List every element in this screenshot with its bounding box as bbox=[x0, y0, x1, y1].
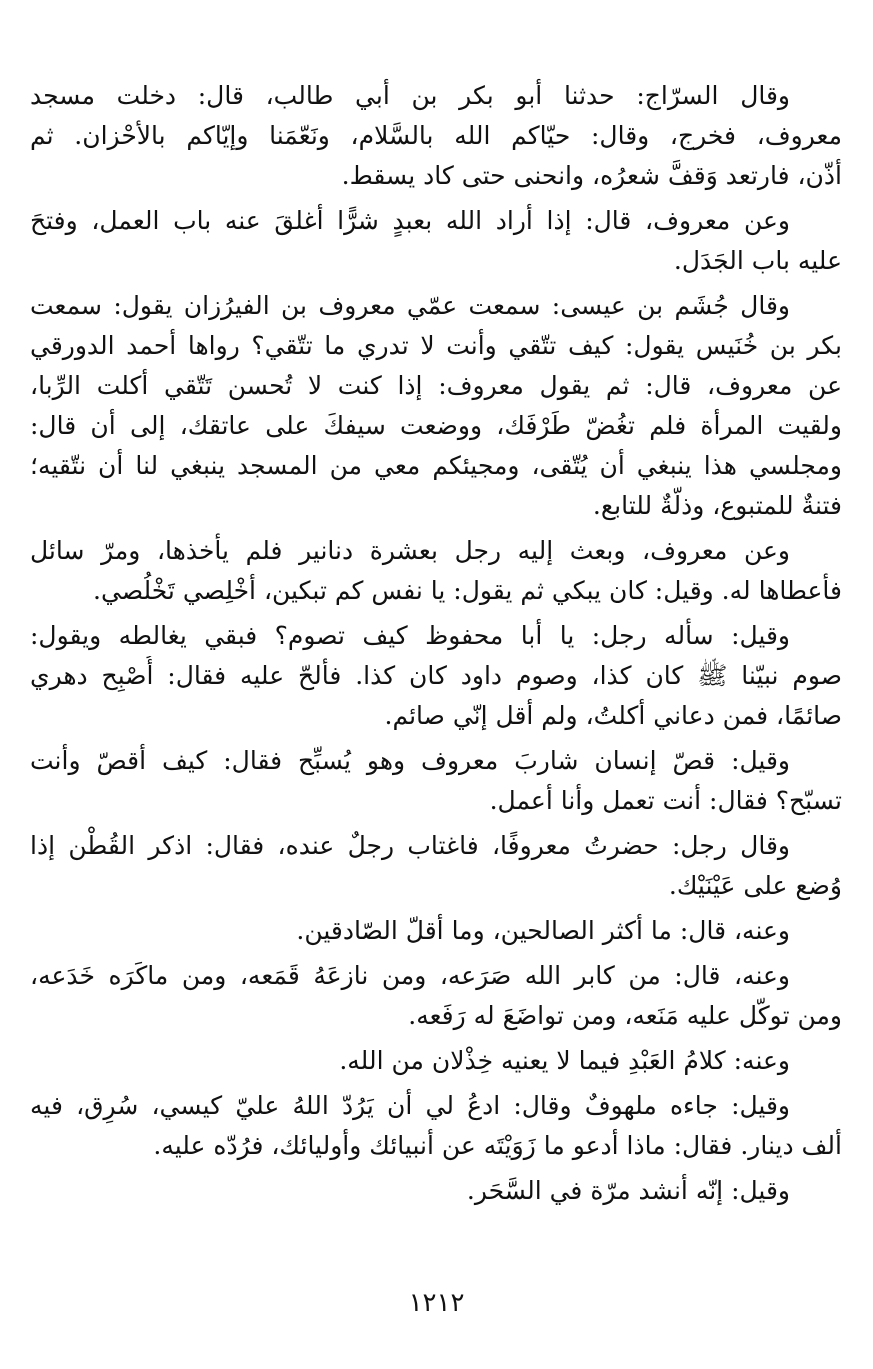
text-line: وقيل: إنّه أنشد مرّة في السَّحَر. bbox=[466, 1176, 790, 1205]
text-line: وُضع على عَيْنَيْك. bbox=[668, 871, 842, 900]
page-number: ١٢١٢ bbox=[408, 1288, 465, 1318]
page-body bbox=[30, 76, 842, 1216]
text-line: أذّن، فارتعد وَقفَّ شعرُه، وانحنى حتى كاد يسقط. bbox=[341, 161, 842, 190]
paragraph bbox=[30, 956, 842, 1036]
paragraph bbox=[30, 531, 842, 611]
text-line: وعنه، قال: من كابر الله صَرَعه، ومن نازعَهُ قَمَعه، ومن ماكَرَه خَدَعه، bbox=[30, 961, 790, 990]
text-line: وقال جُشَم بن عيسى: سمعت عمّي معروف بن الفيرُزان يقول: سمعت bbox=[30, 291, 790, 320]
text-line: وقيل: سأله رجل: يا أبا محفوظ كيف تصوم؟ فبقي يغالطه ويقول: bbox=[30, 621, 790, 650]
text-line: ومجلسي هذا ينبغي أن يُتّقى، ومجيئكم معي من المسجد ينبغي لنا أن نتّقيه؛ bbox=[30, 451, 842, 480]
text-line: تسبّح؟ فقال: أنت تعمل وأنا أعمل. bbox=[489, 786, 842, 815]
text-line: معروف، فخرج، وقال: حيّاكم الله بالسَّلام، ونَعّمَنا وإيّاكم بالأحْزان. ثم bbox=[30, 121, 842, 150]
text-line: ومن توكّل عليه مَنَعه، ومن تواضَعَ له رَفَعه. bbox=[408, 1001, 842, 1030]
paragraph bbox=[30, 826, 842, 906]
paragraph bbox=[30, 76, 842, 196]
text-line: فأعطاها له. وقيل: كان يبكي ثم يقول: يا نفس كم تبكين، أخْلِصي تَخْلُصي. bbox=[93, 576, 842, 605]
paragraph bbox=[30, 1086, 842, 1166]
paragraph bbox=[30, 1171, 842, 1211]
text-line: وقيل: جاءه ملهوفٌ وقال: ادعُ لي أن يَرُدّ اللهُ عليّ كيسي، سُرِق، فيه bbox=[30, 1091, 790, 1120]
text-line: وعنه: كلامُ العَبْدِ فيما لا يعنيه خِذْلان من الله. bbox=[339, 1046, 790, 1075]
text-line: وعنه، قال: ما أكثر الصالحين، وما أقلّ الصّادقين. bbox=[296, 916, 790, 945]
paragraph bbox=[30, 286, 842, 526]
text-line: وعن معروف، قال: إذا أراد الله بعبدٍ شرًّا أغلقَ عنه باب العمل، وفتحَ bbox=[30, 206, 790, 235]
paragraph bbox=[30, 1041, 842, 1081]
text-line: وقال رجل: حضرتُ معروفًا، فاغتاب رجلٌ عنده، فقال: اذكر القُطْن إذا bbox=[30, 831, 790, 860]
text-line: وعن معروف، وبعث إليه رجل بعشرة دنانير فلم يأخذها، ومرّ سائل bbox=[30, 536, 790, 565]
text-line: عن معروف، قال: ثم يقول معروف: إذا كنت لا تُحسن تَتّقي أكلت الرِّبا، bbox=[30, 371, 842, 400]
paragraph bbox=[30, 741, 842, 821]
text-line: صوم نبيّنا ﷺ كان كذا، وصوم داود كان كذا. فألحّ عليه فقال: أُصْبِح دهري bbox=[30, 661, 842, 690]
paragraph bbox=[30, 201, 842, 281]
paragraph bbox=[30, 911, 842, 951]
text-line: بكر بن خُنَيس يقول: كيف تتّقي وأنت لا تدري ما تتّقي؟ رواها أحمد الدورقي bbox=[30, 331, 842, 360]
text-line: ولقيت المرأة فلم تغُضّ طَرْفَك، ووضعت سيفكَ على عاتقك، إلى أن قال: bbox=[30, 411, 842, 440]
paragraph bbox=[30, 616, 842, 736]
text-line: عليه باب الجَدَل. bbox=[673, 246, 842, 275]
text-line: ألف دينار. فقال: ماذا أدعو ما زَوَيْتَه عن أنبيائك وأوليائك، فرُدّه عليه. bbox=[153, 1131, 842, 1160]
text-line: صائمًا، فمن دعاني أكلتُ، ولم أقل إنّي صائم. bbox=[384, 701, 842, 730]
text-line: وقال السرّاج: حدثنا أبو بكر بن أبي طالب، قال: دخلت مسجد bbox=[30, 81, 790, 110]
text-line: وقيل: قصّ إنسان شاربَ معروف وهو يُسبِّح فقال: كيف أقصّ وأنت bbox=[30, 746, 790, 775]
text-line: فتنةٌ للمتبوع، وذلّةٌ للتابع. bbox=[592, 491, 842, 520]
